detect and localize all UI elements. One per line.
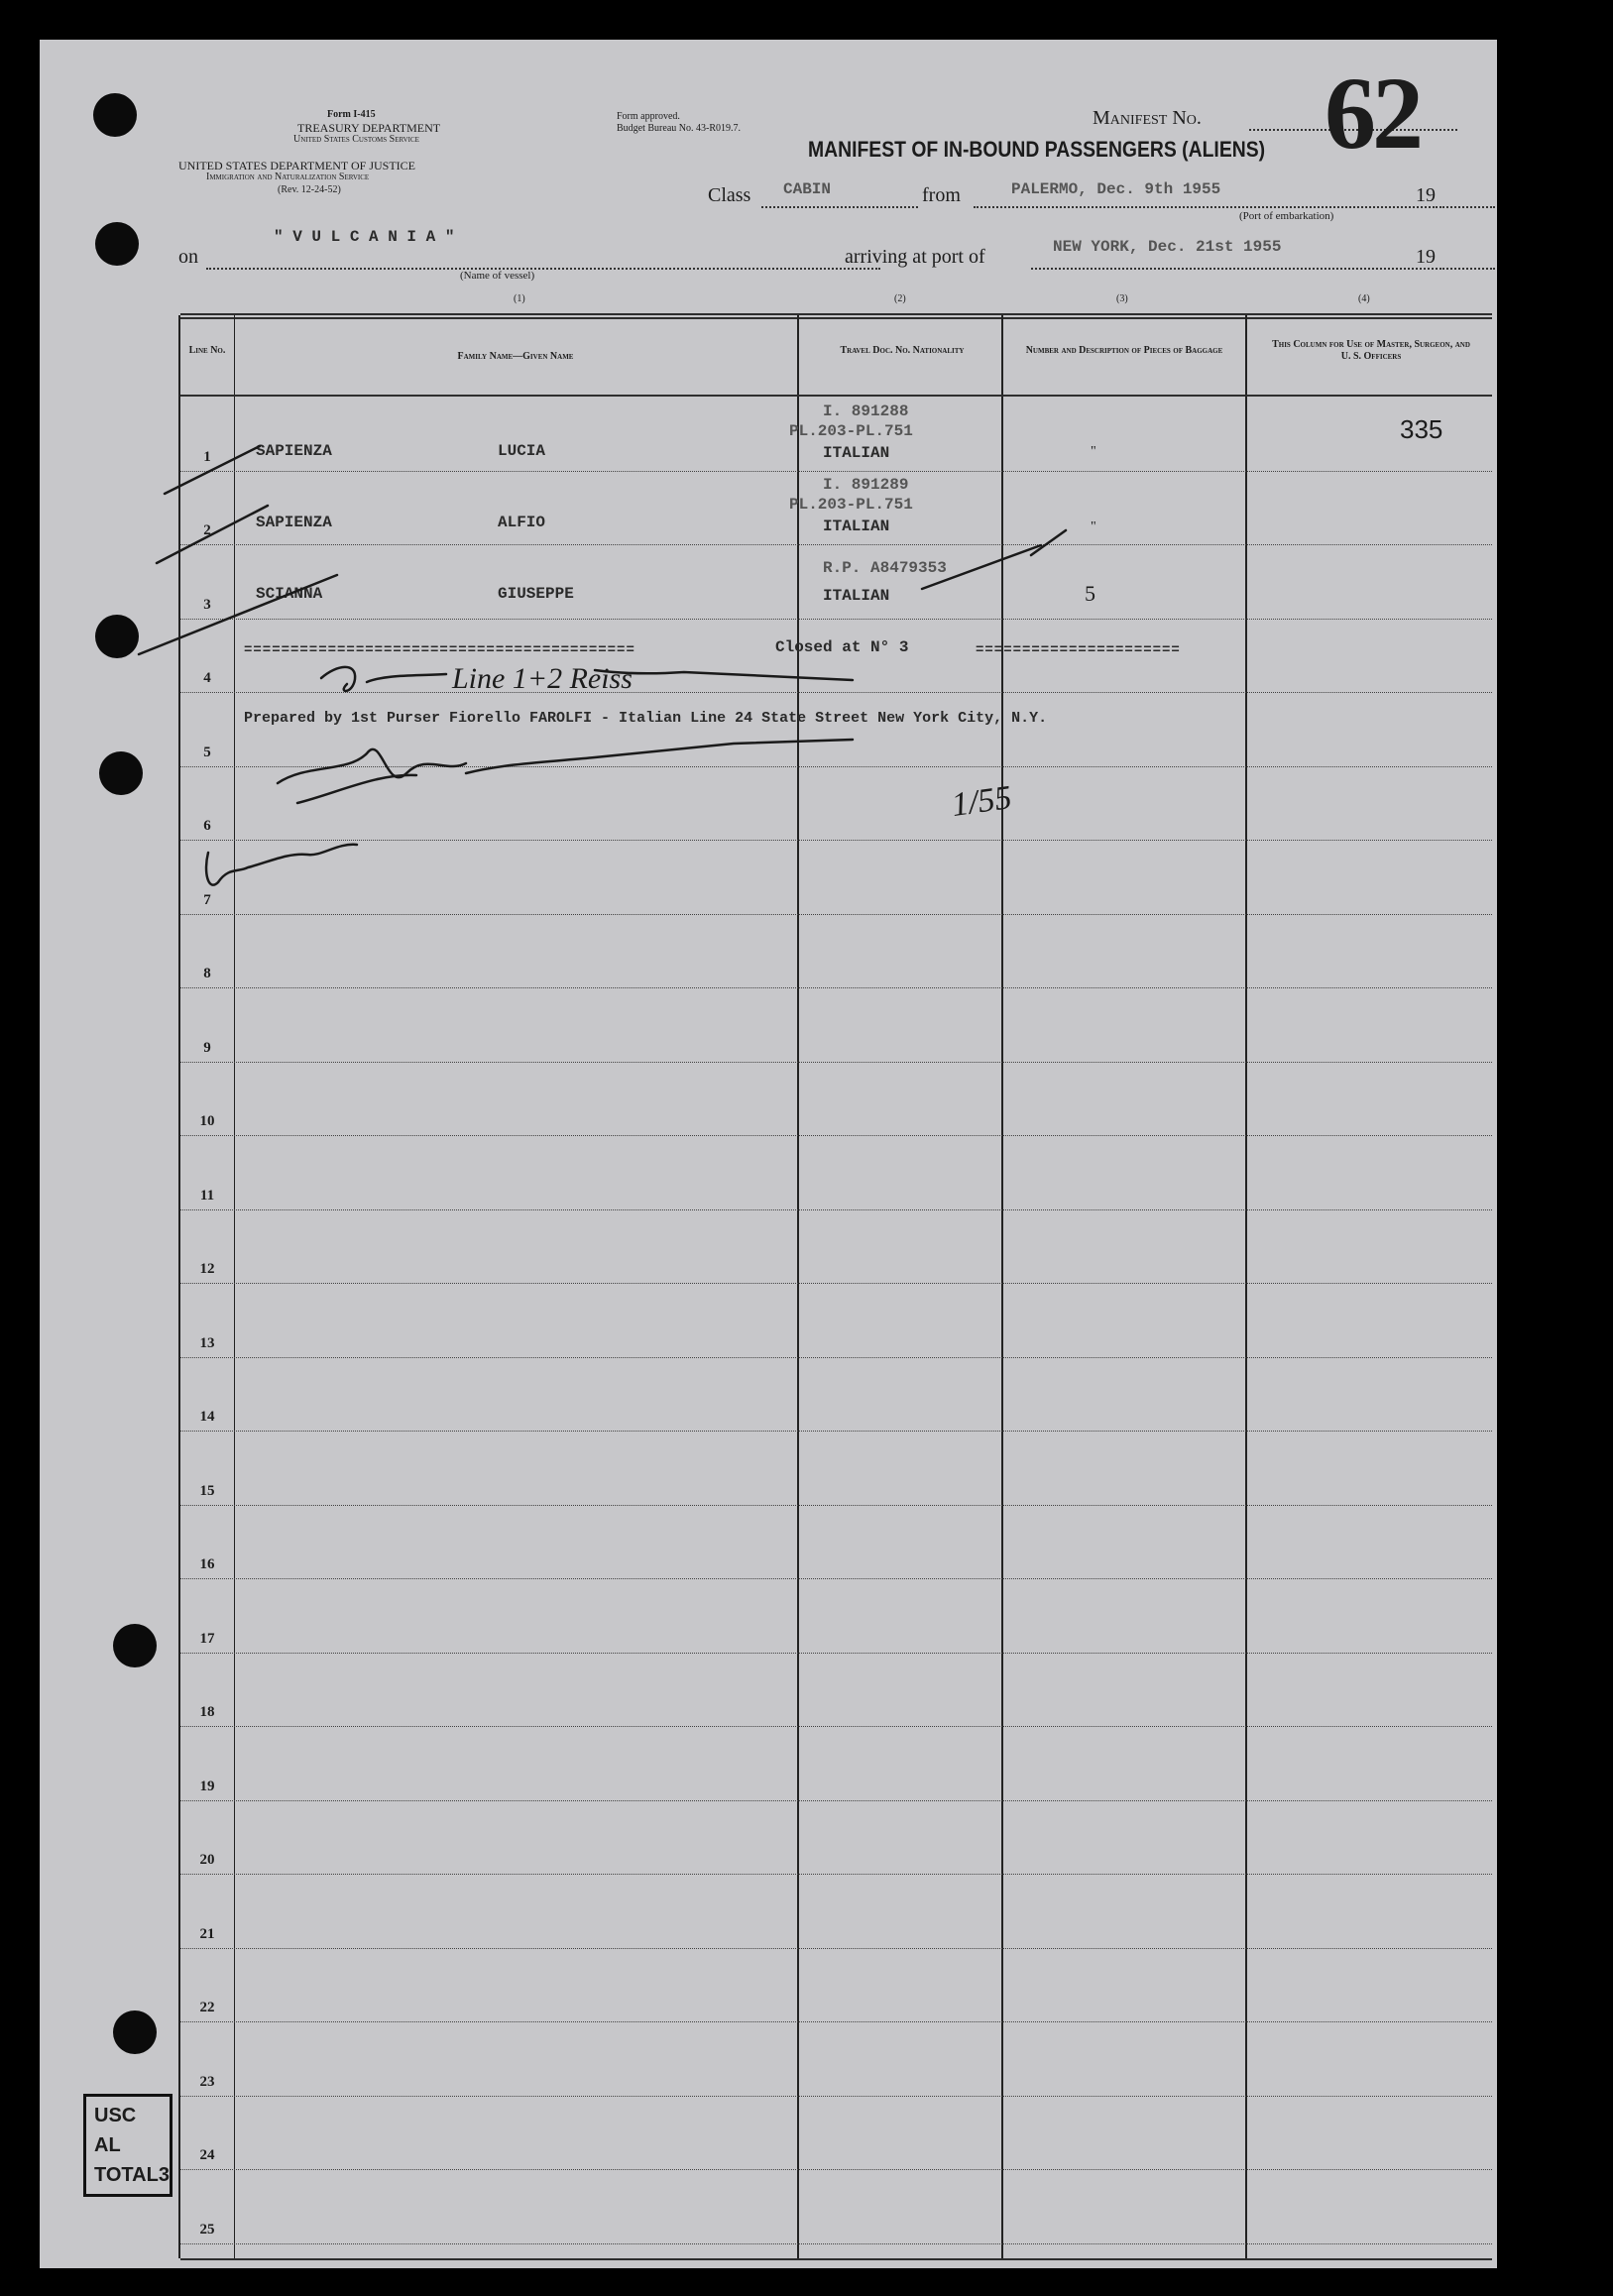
closed-text: Closed at N° 3	[775, 638, 909, 656]
passenger-2-doc2: PL.203-PL.751	[789, 496, 913, 514]
port-embarkation-caption: (Port of embarkation)	[1239, 210, 1334, 222]
manifest-no-label: Manifest No.	[1093, 107, 1202, 129]
closed-marker-right: ======================	[976, 642, 1181, 658]
passenger-1-nationality: ITALIAN	[823, 444, 890, 462]
prepared-by: Prepared by 1st Purser Fiorello FAROLFI - Italian Line 24 State Street New York City, N.Y.	[244, 710, 1048, 727]
revision-date: (Rev. 12-24-52)	[278, 184, 341, 195]
closed-marker-left: ==========================================	[244, 642, 635, 658]
line-number: 11	[199, 1187, 215, 1204]
manifest-sheet	[40, 40, 1497, 2268]
line-number: 2	[203, 522, 211, 538]
line-number: 6	[203, 818, 211, 834]
header-name: Family Name—Given Name	[457, 351, 574, 362]
agency-customs: United States Customs Service	[293, 134, 419, 145]
vessel-name: " V U L C A N I A "	[274, 228, 455, 246]
arriving-value: NEW YORK, Dec. 21st 1955	[1053, 238, 1282, 256]
stamp-line-total: TOTAL3	[94, 2164, 170, 2186]
passenger-1-doc2: PL.203-PL.751	[789, 422, 913, 440]
stamp-line-al: AL	[94, 2134, 121, 2156]
manifest-number: 62	[1325, 57, 1420, 171]
form-approved: Form approved.	[617, 111, 680, 122]
passenger-2-doc: I. 891289	[823, 476, 909, 494]
line-number: 1	[203, 448, 211, 465]
budget-bureau: Budget Bureau No. 43-R019.7.	[617, 123, 741, 134]
line-number: 16	[199, 1556, 215, 1572]
line-number: 12	[199, 1261, 215, 1277]
line-number: 10	[199, 1113, 215, 1129]
line-number: 25	[199, 2221, 215, 2238]
col-number-2: (2)	[894, 293, 906, 304]
passenger-3-baggage: 5	[1085, 581, 1095, 606]
agency-justice: UNITED STATES DEPARTMENT OF JUSTICE	[178, 159, 416, 172]
header-baggage: Number and Description of Pieces of Baggage	[1025, 345, 1223, 356]
form-number: Form I-415	[327, 109, 376, 120]
passenger-3-given: GIUSEPPE	[498, 585, 574, 603]
line-number: 18	[199, 1704, 215, 1720]
on-label: on	[178, 246, 198, 268]
header-officers: This Column for Use of Master, Surgeon, and U. S. Officers	[1272, 339, 1470, 362]
line-number: 4	[203, 670, 211, 686]
class-label: Class	[708, 184, 751, 206]
line-number: 5	[203, 744, 211, 760]
manifest-title: MANIFEST OF IN-BOUND PASSENGERS (ALIENS)	[808, 137, 1266, 162]
line-number: 15	[199, 1482, 215, 1499]
passenger-3-nationality: ITALIAN	[823, 587, 890, 605]
from-label: from	[922, 184, 961, 206]
passenger-1-doc: I. 891288	[823, 402, 909, 420]
class-value: CABIN	[783, 180, 832, 198]
from-value: PALERMO, Dec. 9th 1955	[1011, 180, 1221, 198]
line-number: 17	[199, 1630, 215, 1647]
line-number: 9	[203, 1039, 211, 1056]
agency-treasury: TREASURY DEPARTMENT	[297, 121, 441, 135]
line-number: 21	[199, 1925, 215, 1942]
col-number-3: (3)	[1116, 293, 1128, 304]
line-number: 14	[199, 1409, 215, 1425]
passenger-2-given: ALFIO	[498, 514, 546, 531]
passenger-2-nationality: ITALIAN	[823, 517, 890, 535]
passenger-2-family: SAPIENZA	[256, 514, 332, 531]
vessel-caption: (Name of vessel)	[460, 270, 535, 282]
stamp-line-usc: USC	[94, 2105, 137, 2126]
line-number: 8	[203, 966, 211, 981]
handwriting-marks	[40, 40, 1497, 2268]
passenger-1-family: SAPIENZA	[256, 442, 332, 460]
line-number: 19	[199, 1778, 215, 1794]
passenger-3-doc: R.P. A8479353	[823, 559, 947, 577]
passenger-2-baggage: "	[1091, 519, 1096, 534]
line-number: 3	[203, 596, 211, 613]
passenger-1-baggage: "	[1091, 444, 1096, 459]
handwritten-date: 1/55	[949, 778, 1014, 825]
line-number: 13	[199, 1334, 215, 1351]
handwritten-note: Line 1+2 Reiss	[452, 662, 633, 695]
passenger-3-family: SCIANNA	[256, 585, 323, 603]
year-label-2: 19	[1416, 246, 1436, 268]
passenger-1-given: LUCIA	[498, 442, 546, 460]
col-number-4: (4)	[1358, 293, 1370, 304]
col-number-1: (1)	[514, 293, 525, 304]
agency-ins: Immigration and Naturalization Service	[206, 172, 370, 182]
line-number: 7	[203, 891, 211, 908]
officer-number: 335	[1400, 414, 1443, 444]
usc-stamp	[83, 2094, 173, 2197]
header-travel-doc: Travel Doc. No. Nationality	[840, 345, 965, 356]
line-number: 20	[199, 1852, 215, 1868]
arriving-label: arriving at port of	[845, 246, 985, 268]
year-label: 19	[1416, 184, 1436, 206]
line-number: 24	[199, 2147, 215, 2163]
header-line-no: Line No.	[188, 345, 226, 356]
line-number: 22	[199, 2000, 215, 2015]
line-number: 23	[199, 2073, 215, 2090]
